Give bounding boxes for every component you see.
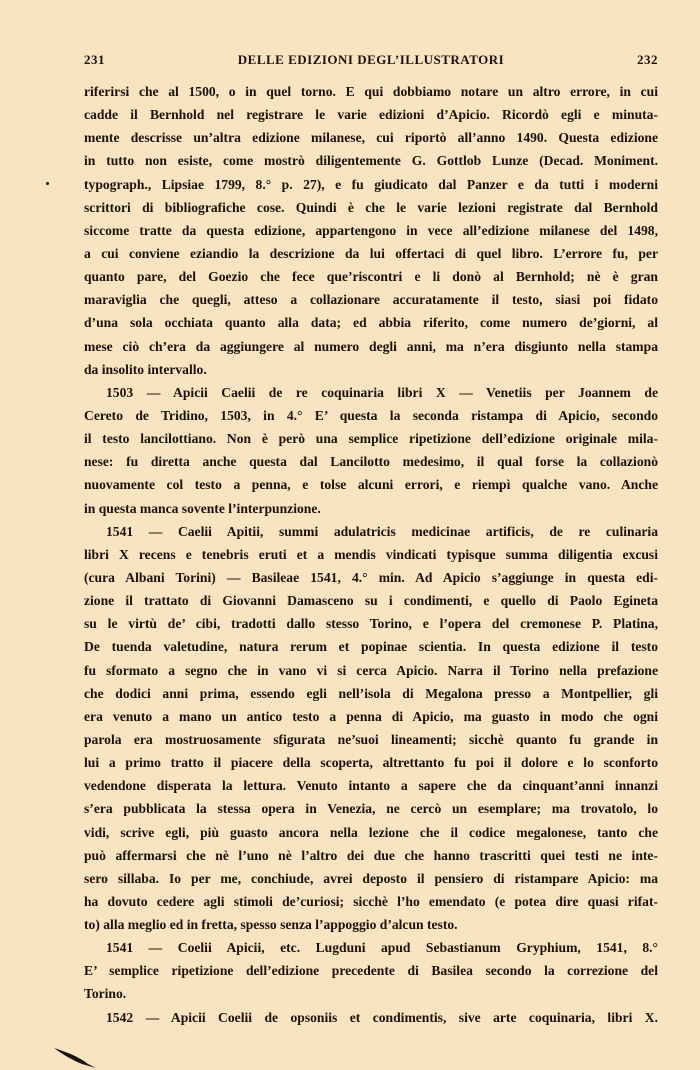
- text-line: Torino.: [84, 986, 127, 1002]
- text-line: quanto pare, del Goezio che fece que’riscontri e li donò al Bernhold; nè è gran: [84, 269, 658, 285]
- text-line: cadde il Bernhold nel registrare le varie edizioni d’Apicio. Ricordò egli e minuta-: [84, 107, 658, 123]
- text-line: s’era pubblicata la stessa opera in Venezia, ne cercò un esemplare; ma trovatolo, lo: [84, 801, 658, 817]
- text-line: zione il trattato di Giovanni Damasceno su i condimenti, e quello di Paolo Egineta: [84, 593, 658, 609]
- text-line: libri X recens e tenebris eruti et a mendis vindicati typisque summa diligentia excusi: [84, 546, 658, 562]
- text-line: nese: fu diretta anche questa dal Lancilotto medesimo, il qual forse la collazionò: [84, 454, 658, 470]
- text-line: da insolito intervallo.: [84, 361, 207, 377]
- text-line: era venuto a mano un antico testo a penna di Apicio, ma guasto in modo che ogni: [84, 708, 658, 724]
- text-line: lui a primo tratto il piacere della scoperta, altrettanto fu poi il dolore e lo sconforto: [84, 755, 658, 771]
- text-line: 1542 — Apicii Coelii de opsoniis et condimentis, sive arte coquinaria, libri X.: [106, 1009, 658, 1025]
- text-line: (cura Albani Torini) — Basileae 1541, 4.° min. Ad Apicio s’aggiunge in questa edi-: [84, 569, 658, 585]
- text-line: Cereto de Tridino, 1503, in 4.° E’ questa la seconda ristampa di Apicio, secondo: [84, 407, 658, 423]
- page-number-right: 232: [637, 52, 658, 67]
- text-line: 1503 — Apicii Caelii de re coquinaria libri X — Venetiis per Joannem de: [106, 384, 658, 400]
- text-line: E’ semplice ripetizione dell’edizione precedente di Basilea secondo la correzione del: [84, 963, 658, 979]
- text-line: può affermarsi che nè l’uno nè l’altro dei due che hanno trascritti quei testi ne inte-: [84, 847, 658, 863]
- text-line: vedendone disperata la lettura. Venuto intanto a sapere che da cinquant’anni innanzi: [84, 778, 658, 794]
- running-header: [84, 52, 658, 72]
- text-line: De tuenda valetudine, natura rerum et popinae scientia. In questa edizione il testo: [84, 639, 658, 655]
- running-title: DELLE EDIZIONI DEGL’ILLUSTRATORI: [237, 52, 505, 67]
- text-line: il testo lancilottiano. Non è però una semplice ripetizione dell’edizione originale mila-: [84, 431, 658, 447]
- text-line: a cui conviene eziandio la descrizione da lui offertaci di quel libro. L’errore fu, per: [84, 245, 658, 261]
- text-line: che dodici anni prima, essendo egli nell’isola di Megalona presso a Montpellier, gli: [84, 685, 658, 701]
- text-line: to) alla meglio ed in fretta, spesso senza l’appoggio d’alcun testo.: [84, 917, 458, 933]
- text-line: su le virtù de’ cibi, tradotti dallo stesso Torino, e l’opera del cremonese P. Platina,: [84, 616, 658, 632]
- margin-dot: [46, 182, 49, 185]
- text-line: siccome tratte da questa edizione, appartengono in vece all’edizione milanese del 1498,: [84, 222, 658, 238]
- text-line: fu sformato a segno che in vano vi si cerca Apicio. Narra il Torino nella prefazione: [84, 662, 658, 678]
- text-line: sero sillaba. Io per me, conchiude, avrei deposto il pensiero di ristampare Apicio: ma: [84, 870, 658, 886]
- ink-stroke-mark: [52, 1044, 112, 1070]
- text-line: scrittori di bibliografiche cose. Quindi è che le varie lezioni registrate dal Bernhold: [84, 199, 658, 215]
- text-line: maraviglia che quegli, atteso a collazionare accuratamente il testo, siasi poi fidato: [84, 292, 658, 308]
- text-line: in questa manca sovente l’interpunzione.: [84, 500, 321, 516]
- text-line: nuovamente col testo a penna, e tolse alcuni errori, e riempì qualche vano. Anche: [84, 477, 658, 493]
- text-line: d’una sola occhiata quanto alla data; ed abbia riferito, come numero de’giorni, al: [84, 315, 658, 331]
- text-line: 1541 — Coelii Apicii, etc. Lugduni apud Sebastianum Gryphium, 1541, 8.°: [106, 940, 658, 956]
- text-line: ha dovuto cedere agli stimoli de’curiosi; sicchè l’ho emendato (e potea dire quasi rifat-: [84, 893, 658, 909]
- body-text: [84, 80, 658, 1029]
- text-line: parola era mostruosamente sfigurata ne’suoi lineamenti; sicchè quanto fu grande in: [84, 731, 658, 747]
- text-line: 1541 — Caelii Apitii, summi adulatricis medicinae artificis, de re culinaria: [106, 523, 658, 539]
- text-line: vidi, scrive egli, più guasto ancora nella lezione che il codice megalonese, tanto che: [84, 824, 658, 840]
- text-line: mese ciò ch’era da aggiungere al numero degli anni, ma n’era disgiunto nella stampa: [84, 338, 658, 354]
- text-line: riferirsi che al 1500, o in quel torno. E qui dobbiamo notare un altro errore, in cui: [84, 84, 658, 99]
- text-line: in tutto non esiste, come mostrò diligentemente G. Gottlob Lunze (Decad. Moniment.: [84, 153, 658, 169]
- text-line: mente descrisse un’altra edizione milanese, cui riportò all’anno 1490. Questa edizione: [84, 130, 658, 146]
- text-line: typograph., Lipsiae 1799, 8.° p. 27), e fu giudicato dal Panzer e da tutti i moderni: [84, 176, 658, 192]
- page-number-left: 231: [84, 52, 105, 67]
